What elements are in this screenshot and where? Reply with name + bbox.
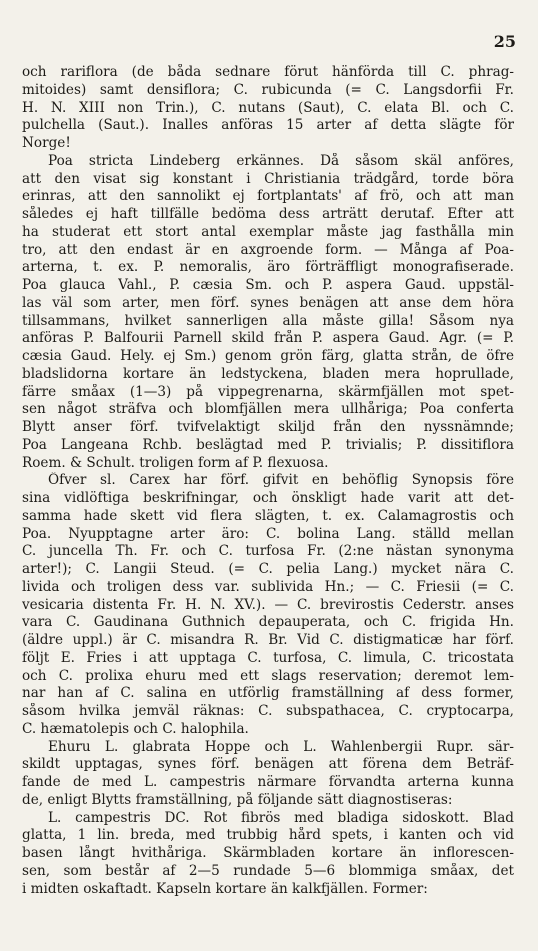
page-number: 25 (493, 32, 516, 51)
text-line: las väl som arter, men förf. synes benägen att anse dem höra (22, 294, 514, 311)
text-line: bladslidorna kortare än ledstyckena, bladen mera hoprullade, (22, 365, 514, 382)
text-line: såsom hvilka jemväl räknas: C. subspathacea, C. cryptocarpa, (22, 703, 514, 719)
text-line: C. juncella Th. Fr. och C. turfosa Fr. (2:ne nästan synonyma (22, 543, 514, 560)
text-line: vara C. Gaudinana Guthnich depauperata, och C. frigida Hn. (22, 614, 514, 631)
text-line: C. hæmatolepis och C. halophila. (22, 720, 249, 737)
text-line: arterna, t. ex. P. nemoralis, äro förträffligt monografiserade. (22, 259, 514, 276)
text-line: i midten oskaftadt. Kapseln kortare än kalkfjällen. Former: (22, 880, 428, 897)
text-line: erinras, att den sannolikt ej fortplantats' af frö, och att man (22, 188, 514, 205)
text-line: mitoides) samt densiflora; C. rubicunda (= C. Langsdorfii Fr. (22, 81, 514, 98)
text-line: skildt upptagas, synes förf. benägen att förena dem Beträf- (22, 756, 514, 773)
text-line: de, enligt Blytts framställning, på följande sätt diagnostiseras: (22, 791, 453, 808)
text-line: ha studerat ett stort antal exemplar måste jag fasthålla min (22, 223, 514, 240)
text-line: Ehuru L. glabrata Hoppe och L. Wahlenbergii Rupr. sär- (48, 738, 514, 755)
text-line: och rariflora (de båda sednare förut hänförda till C. phrag- (22, 64, 514, 80)
text-line: således ej haft tillfälle bedöma dess arträtt derutaf. Efter att (22, 206, 514, 222)
text-line: vesicaria distenta Fr. H. N. XV.). — C. brevirostis Cederstr. anses (22, 596, 514, 613)
text-line: tro, att den endast är en axgroende form. — Många af Poa- (22, 241, 514, 258)
text-line: Poa stricta Lindeberg erkännes. Då såsom skäl anföres, (48, 152, 514, 169)
text-line: Norge! (22, 135, 71, 151)
text-line: Poa glauca Vahl., P. cæsia Sm. och P. aspera Gaud. uppstäl- (22, 277, 514, 293)
text-line: cæsia Gaud. Hely. ej Sm.) genom grön färg, glatta strån, de öfre (22, 348, 514, 364)
text-line: basen långt hvithåriga. Skärmbladen kortare än inflorescen- (22, 845, 514, 861)
text-line: L. campestris DC. Rot fibrös med bladiga sidoskott. Blad (48, 809, 514, 826)
text-line: Öfver sl. Carex har förf. gifvit en behöflig Synopsis före (48, 472, 514, 489)
text-line: samma hade skett vid flera slägten, t. ex. Calamagrostis och (22, 507, 514, 524)
text-line: att den visat sig konstant i Christiania trädgård, torde böra (22, 170, 514, 187)
text-line: Poa. Nyupptagne arter äro: C. bolina Lang. ställd mellan (22, 525, 514, 542)
text-line: fande de med L. campestris närmare förvandta arterna kunna (22, 774, 514, 790)
text-line: Roem. & Schult. troligen form af P. flexuosa. (22, 454, 329, 471)
text-line: anföras P. Balfourii Parnell skild från P. aspera Gaud. Agr. (= P. (22, 330, 514, 347)
text-line: sen något sträfva och blomfjällen mera ullhåriga; Poa conferta (22, 401, 514, 418)
text-line: sina vidlöftiga beskrifningar, och önskligt hade varit att det- (22, 490, 514, 506)
text-line: och C. prolixa ehuru med ett slags reservation; deremot lem- (22, 667, 514, 684)
text-line: (äldre uppl.) är C. misandra R. Br. Vid C. distigmaticæ har förf. (22, 632, 514, 648)
text-line: H. N. XIII non Trin.), C. nutans (Saut), C. elata Bl. och C. (22, 99, 514, 116)
text-line: färre småax (1—3) på vippegrenarna, skärmfjällen mot spet- (22, 383, 514, 400)
text-line: glatta, 1 lin. breda, med trubbig hård spets, i kanten och vid (22, 827, 514, 844)
text-line: arter!); C. Langii Steud. (= C. pelia Lang.) mycket nära C. (22, 561, 514, 577)
text-line: nar han af C. salina en utförlig framställning af dess former, (22, 685, 514, 702)
text-line: tillsammans, hvilket sannerligen alla måste gilla! Såsom nya (22, 312, 514, 329)
text-line: följt E. Fries i att upptaga C. turfosa, C. limula, C. tricostata (22, 649, 514, 666)
text-line: pulchella (Saut.). Inalles anföras 15 arter af detta slägte för (22, 117, 514, 134)
text-line: sen, som består af 2—5 rundade 5—6 blommiga småax, det (22, 862, 514, 879)
body-text (22, 64, 514, 898)
text-line: Blytt anser förf. tvifvelaktigt skiljd från den nyssnämnde; (22, 419, 514, 435)
text-line: livida och troligen dess var. sublivida Hn.; — C. Friesii (= C. (22, 578, 514, 595)
text-line: Poa Langeana Rchb. beslägtad med P. trivialis; P. dissitiflora (22, 436, 514, 453)
